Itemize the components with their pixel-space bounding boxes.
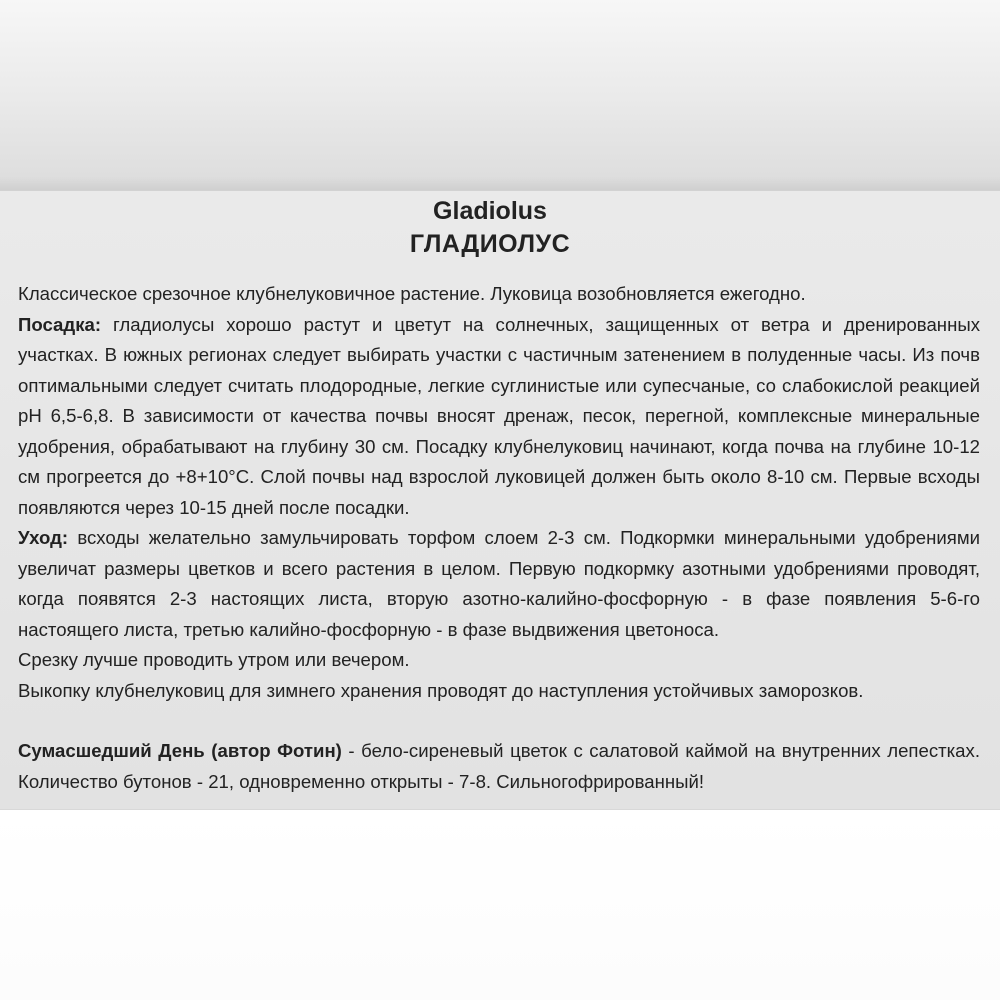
title-latin: Gladiolus bbox=[433, 197, 547, 225]
title-block bbox=[0, 195, 1000, 261]
digging-paragraph: Выкопку клубнелуковиц для зимнего хранения проводят до наступления устойчивых заморозков. bbox=[18, 679, 864, 701]
background-bottom bbox=[0, 810, 1000, 1000]
label-text bbox=[18, 279, 980, 797]
paragraph-gap bbox=[18, 706, 980, 736]
variety-name: Сумасшедший День (автор Фотин) bbox=[18, 740, 342, 761]
variety-description: - бело-сиреневый цветок с салатовой каймой на внутренних лепестках. Количество бутонов - 21, одновременно открыты - 7-8. Сильногофрированный! bbox=[18, 740, 980, 792]
planting-text: гладиолусы хорошо растут и цветут на солнечных, защищенных от ветра и дренированных участках. В южных регионах следует выбирать участки с частичным затенением в полуденные часы. Из почв оптимальными следует считать плодородные, легкие суглинистые или супесчаные, со слабокислой реакцией рН 6,5-6,8. В зависимости от качества почвы вносят дренаж, песок, перегной, комплексные минеральные удобрения, обрабатывают на глубину 30 см. Посадку клубнелуковиц начинают, когда почва на глубине 10-12 см прогреется до +8+10°С. Слой почвы над взрослой луковицей должен быть около 8-10 см. Первые всходы появляются через 10-15 дней после посадки. bbox=[18, 313, 980, 518]
planting-heading: Посадка: bbox=[18, 313, 102, 335]
care-paragraph bbox=[18, 523, 980, 645]
care-heading: Уход: bbox=[18, 527, 69, 548]
planting-paragraph bbox=[18, 310, 980, 524]
background-top bbox=[0, 0, 1000, 190]
title-russian: ГЛАДИОЛУС bbox=[409, 230, 571, 258]
care-text: всходы желательно замульчировать торфом слоем 2-3 см. Подкормки минеральными удобрениями увеличат размеры цветков и всего растения в целом. Первую подкормку азотными удобрениями проводят, когда появятся 2-3 настоящих листа, вторую азотно-калийно-фосфорную - в фазе появления 5-6-го настоящего листа, третью калийно-фосфорную - в фазе выдвижения цветоноса. bbox=[18, 527, 980, 640]
product-label bbox=[0, 190, 1000, 810]
intro-paragraph: Классическое срезочное клубнелуковичное растение. Луковица возобновляется ежегодно. bbox=[18, 283, 806, 304]
variety-paragraph bbox=[18, 736, 980, 797]
cutting-paragraph: Срезку лучше проводить утром или вечером. bbox=[18, 649, 410, 670]
